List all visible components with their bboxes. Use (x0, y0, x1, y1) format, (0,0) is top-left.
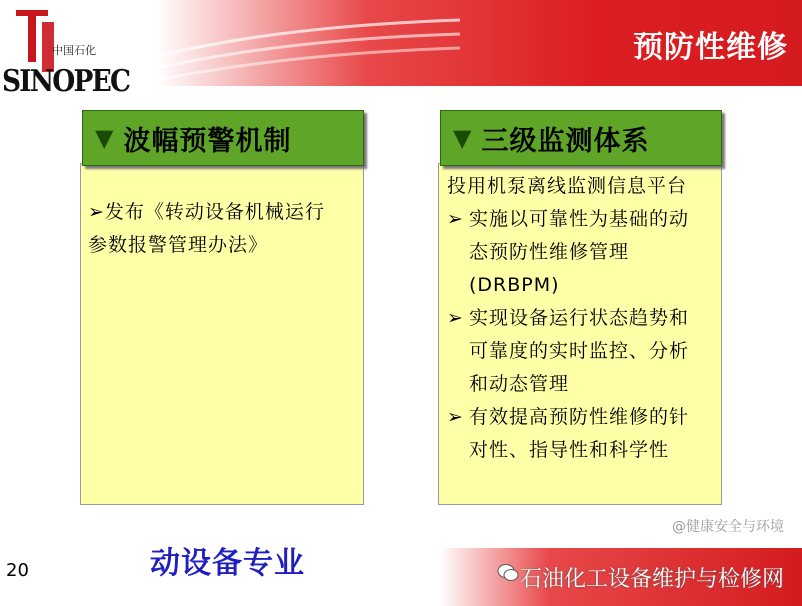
arrow-bullet-icon: ➢ (447, 208, 464, 230)
list-item-text: (DRBPM) (469, 274, 560, 296)
list-item-text: 实施以可靠性为基础的动 (469, 208, 690, 230)
left-panel-line: ➢发布《转动设备机械运行 (88, 201, 325, 223)
left-panel-heading (82, 110, 364, 166)
left-panel-line: 参数报警管理办法》 (88, 234, 269, 256)
right-panel-text (447, 170, 689, 467)
watermark-top: @健康安全与环境 (672, 519, 784, 535)
logo-english-text: SINOPEC (2, 64, 130, 99)
list-item-text: 可靠度的实时监控、分析 (469, 340, 690, 362)
right-panel-heading (440, 110, 722, 166)
arrow-bullet-icon: ➢ (447, 406, 464, 428)
right-panel-intro: 投用机泵离线监测信息平台 (447, 175, 688, 197)
list-item-continuation (447, 269, 689, 302)
left-panel-heading-text: 波幅预警机制 (123, 125, 292, 157)
list-item-text: 和动态管理 (469, 373, 570, 395)
list-item-continuation (447, 236, 689, 269)
list-item-text: 有效提高预防性维修的针 (469, 406, 690, 428)
watermark-bottom: 石油化工设备维护与检修网 (520, 567, 785, 592)
list-item (447, 302, 689, 335)
list-item-text: 对性、指导性和科学性 (469, 439, 670, 461)
list-item (447, 401, 689, 434)
list-item-continuation (447, 434, 689, 467)
sinopec-logo (2, 2, 130, 106)
logo-chinese-text: 中国石化 (52, 44, 96, 57)
left-panel-text (88, 196, 325, 262)
slide-number: 20 (6, 560, 29, 581)
department-label: 动设备专业 (150, 546, 305, 581)
list-item-text: 态预防性维修管理 (469, 241, 630, 263)
list-item-continuation (447, 335, 689, 368)
arrow-bullet-icon: ➢ (447, 307, 464, 329)
list-item-continuation (447, 368, 689, 401)
triangle-down-icon: ▼ (453, 124, 472, 152)
page-title: 预防性维修 (633, 30, 788, 65)
list-item (447, 203, 689, 236)
list-item-text: 实现设备运行状态趋势和 (469, 307, 690, 329)
wechat-icon (496, 561, 520, 585)
triangle-down-icon: ▼ (95, 124, 114, 152)
right-panel-heading-text: 三级监测体系 (481, 125, 650, 157)
